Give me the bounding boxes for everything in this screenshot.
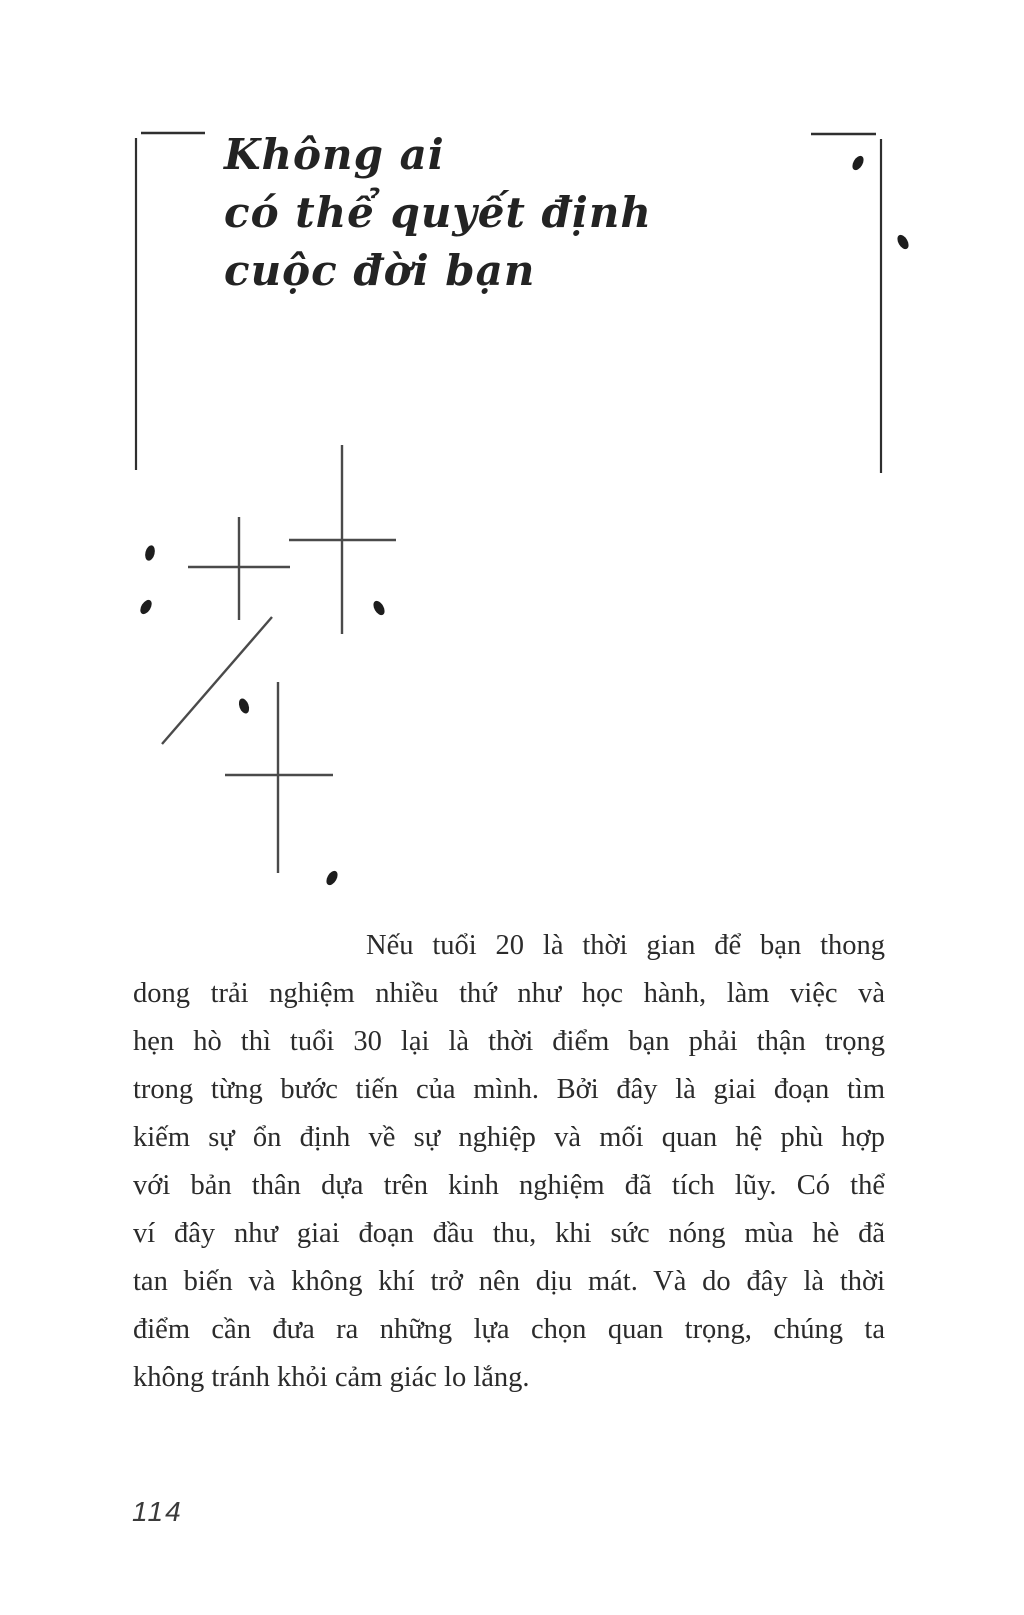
paragraph-line: hẹn hò thì tuổi 30 lại là thời điểm bạn phải thận trọng: [133, 1026, 885, 1057]
chapter-title-line: cuộc đời bạn: [224, 246, 536, 295]
paragraph-line: ví đây như giai đoạn đầu thu, khi sức nóng mùa hè đã: [133, 1218, 885, 1249]
ink-dot: [324, 869, 340, 887]
paragraph-line: điểm cần đưa ra những lựa chọn quan trọng, chúng ta: [133, 1314, 885, 1345]
paragraph-line: Nếu tuổi 20 là thời gian để bạn thong: [366, 930, 885, 961]
paragraph-line: với bản thân dựa trên kinh nghiệm đã tích lũy. Có thể: [133, 1170, 885, 1201]
paragraph-line: trong từng bước tiến của mình. Bởi đây là giai đoạn tìm: [133, 1074, 885, 1105]
page-number: 114: [132, 1496, 183, 1527]
chapter-title-line: Không ai: [224, 130, 445, 179]
paragraph-line: tan biến và không khí trở nên dịu mát. Và do đây là thời: [133, 1266, 885, 1297]
chapter-title: [224, 126, 652, 300]
ink-dot: [371, 599, 387, 617]
diagonal-line: [162, 617, 272, 744]
ink-dot: [138, 598, 154, 616]
ink-dot: [895, 233, 911, 251]
paragraph-line: không tránh khỏi cảm giác lo lắng.: [133, 1362, 530, 1393]
paragraph-line: kiếm sự ổn định về sự nghiệp và mối quan hệ phù hợp: [133, 1122, 885, 1153]
body-paragraph: [133, 922, 885, 1402]
ink-dot: [237, 697, 251, 715]
paragraph-line: dong trải nghiệm nhiều thứ như học hành, làm việc và: [133, 978, 885, 1009]
chapter-title-line: có thể quyết định: [224, 188, 652, 237]
ink-dot: [144, 544, 157, 561]
ink-dot: [850, 154, 866, 172]
